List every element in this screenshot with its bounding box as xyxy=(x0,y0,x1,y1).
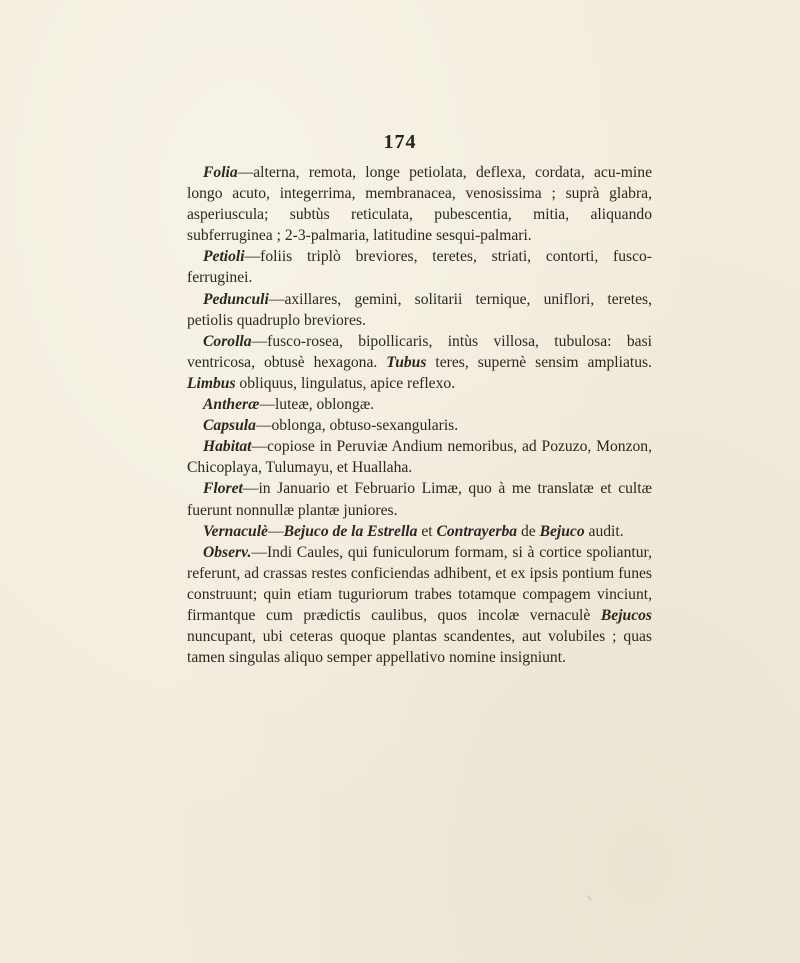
vernacular-name: Bejucos xyxy=(600,606,652,624)
entry-text: —Indi Caules, qui funiculorum formam, si à cortice spoliantur, referunt, ad crassas restes conficiendas adhibent, et ex ipsis pontium funes construunt; quin etiam tuguriorum trabes totamque compagem vinciunt, firmantque cum prædictis caulibus, quos incolæ vernaculè xyxy=(187,543,652,624)
entry-term: Habitat xyxy=(203,438,252,456)
entry-text: —fusco-rosea, bipollicaris, intùs villosa, tubulosa: basi ventricosa, obtusè hexagona. xyxy=(187,332,652,371)
entry-text: — xyxy=(267,522,284,540)
paper-mark xyxy=(318,250,319,253)
entry-text: —copiose in Peruviæ Andium nemoribus, ad Pozuzo, Monzon, Chicoplaya, Tulumayu, et Huallaha. xyxy=(187,438,652,477)
entry-petioli xyxy=(187,246,652,288)
body-text xyxy=(187,162,652,668)
entry-text: —alterna, remota, longe petiolata, deflexa, cordata, acu-mine longo acuto, integerrima, membranacea, venosissima ; suprà glabra, asperiuscula; subtùs reticulata, pubescentia, mitia, aliquando subferruginea ; 2-3-palmaria, latitudine sesqui-palmari. xyxy=(187,164,652,245)
entry-text: teres, supernè sensim ampliatus. xyxy=(426,353,652,371)
entry-text: obliquus, lingulatus, apice reflexo. xyxy=(235,374,456,392)
entry-subterm-tubus: Tubus xyxy=(386,353,427,371)
entry-term: Corolla xyxy=(203,332,252,350)
entry-text: audit. xyxy=(584,522,624,540)
entry-pedunculi xyxy=(187,289,652,331)
entry-term: Folia xyxy=(203,164,238,181)
paper-mark xyxy=(587,895,591,900)
entry-text: —luteæ, oblongæ. xyxy=(259,396,375,414)
entry-antherae xyxy=(187,394,652,415)
entry-text: —in Januario et Februario Limæ, quo à me translatæ et cultæ fuerunt nonnullæ plantæ juniores. xyxy=(187,480,652,519)
entry-term: Petioli xyxy=(203,248,245,266)
entry-term: Floret xyxy=(203,480,243,498)
entry-term: Antheræ xyxy=(203,396,260,414)
entry-habitat xyxy=(187,436,652,478)
vernacular-name: Bejuco de la Estrella xyxy=(283,522,418,540)
entry-text: —oblonga, obtuso-sexangularis. xyxy=(255,417,459,435)
entry-text: —foliis triplò breviores, teretes, striati, contorti, fusco-ferruginei. xyxy=(187,248,652,287)
entry-term: Observ. xyxy=(203,543,252,561)
entry-term: Capsula xyxy=(203,417,256,435)
entry-floret xyxy=(187,478,652,520)
vernacular-name: Contrayerba xyxy=(436,522,518,540)
entry-text: nuncupant, ubi ceteras quoque plantas scandentes, aut volubiles ; quas tamen singulas aliquo semper appellativo nomine insigniunt. xyxy=(187,628,652,667)
entry-text: de xyxy=(517,522,540,540)
entry-subterm-limbus: Limbus xyxy=(187,374,236,392)
entry-text: —axillares, gemini, solitarii ternique, uniflori, teretes, petiolis quadruplo breviores. xyxy=(187,290,652,329)
page-number: 174 xyxy=(383,131,417,153)
entry-term: Vernaculè xyxy=(203,522,268,540)
entry-text: et xyxy=(417,522,437,540)
entry-term: Pedunculi xyxy=(203,290,269,308)
entry-observ xyxy=(187,542,652,669)
entry-capsula xyxy=(187,415,652,436)
vernacular-name: Bejuco xyxy=(539,522,585,540)
entry-vernacule xyxy=(187,521,652,542)
entry-corolla xyxy=(187,331,652,394)
entry-folia xyxy=(187,162,652,246)
